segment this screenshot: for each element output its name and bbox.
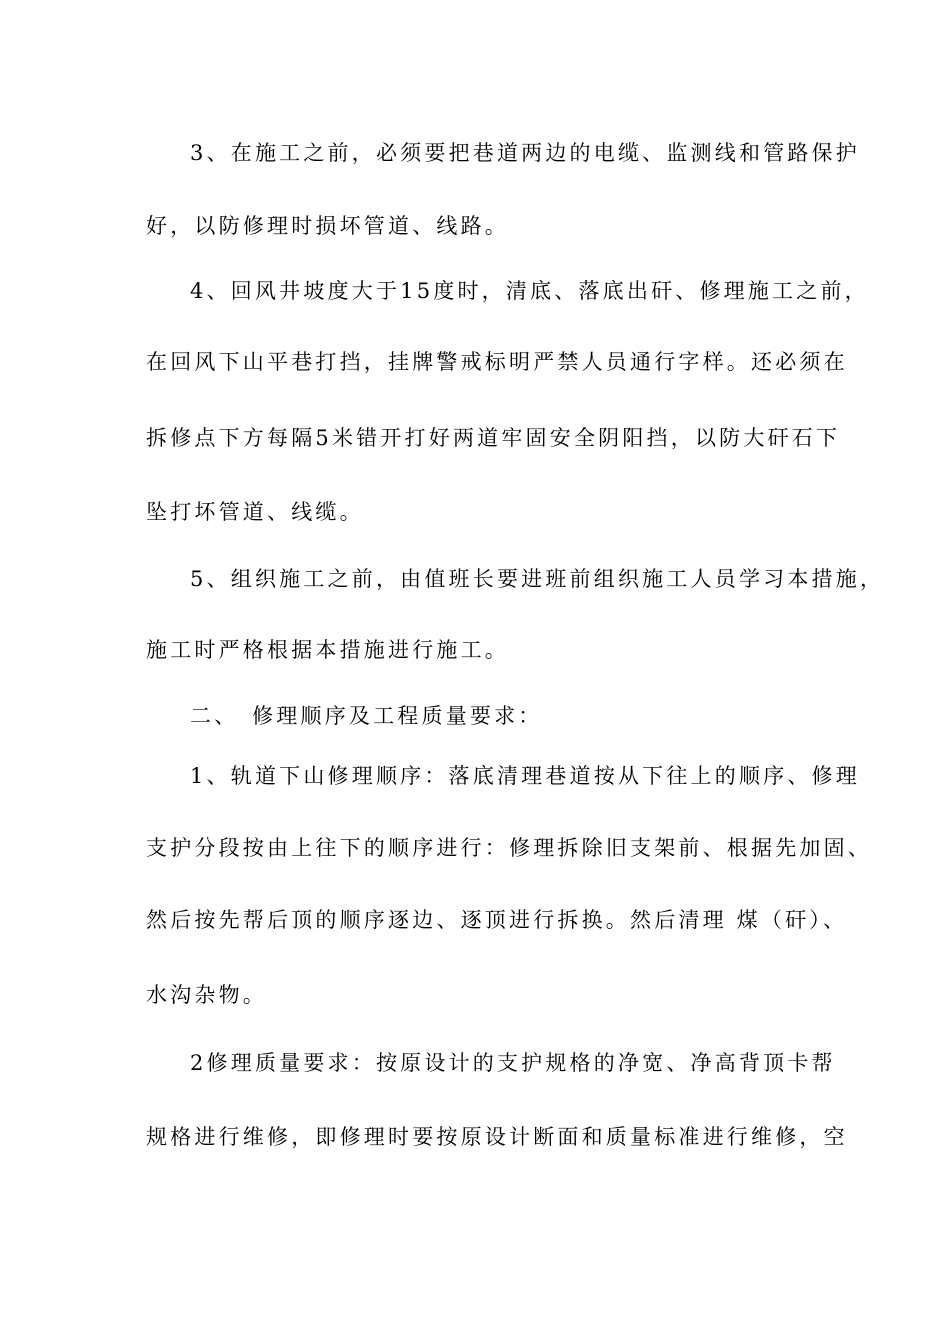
paragraph-4-line-1: 4、回风井坡度大于15度时，清底、落底出矸、修理施工之前， bbox=[190, 279, 869, 303]
paragraph-1-line-3: 然后按先帮后顶的顺序逐边、逐顶进行拆换。然后清理 煤（矸）、 bbox=[146, 908, 848, 932]
paragraph-1-line-1: 1、轨道下山修理顺序：落底清理巷道按从下往上的顺序、修理 bbox=[190, 764, 860, 788]
paragraph-3-line-1: 3、在施工之前，必须要把巷道两边的电缆、监测线和管路保护 bbox=[190, 141, 860, 165]
paragraph-1-line-2: 支护分段按由上往下的顺序进行：修理拆除旧支架前、根据先加固、 bbox=[146, 836, 872, 860]
paragraph-2-line-2: 规格进行维修，即修理时要按原设计断面和质量标准进行维修，空 bbox=[146, 1125, 848, 1149]
paragraph-4-line-3: 拆修点下方每隔5米错开打好两道牢固安全阴阳挡，以防大矸石下 bbox=[146, 426, 841, 450]
paragraph-5-line-1: 5、组织施工之前，由值班长要进班前组织施工人员学习本措施， bbox=[190, 567, 885, 591]
paragraph-4-line-4: 坠打坏管道、线缆。 bbox=[146, 500, 364, 524]
paragraph-3-line-2: 好，以防修理时损坏管道、线路。 bbox=[146, 214, 509, 238]
paragraph-5-line-2: 施工时严格根据本措施进行施工。 bbox=[146, 638, 509, 662]
section-heading: 二、 修理顺序及工程质量要求： bbox=[190, 704, 543, 728]
paragraph-2-line-1: 2修理质量要求：按原设计的支护规格的净宽、净高背顶卡帮 bbox=[190, 1051, 836, 1075]
paragraph-1-line-4: 水沟杂物。 bbox=[146, 983, 267, 1007]
paragraph-4-line-2: 在回风下山平巷打挡，挂牌警戒标明严禁人员通行字样。还必须在 bbox=[146, 350, 848, 374]
